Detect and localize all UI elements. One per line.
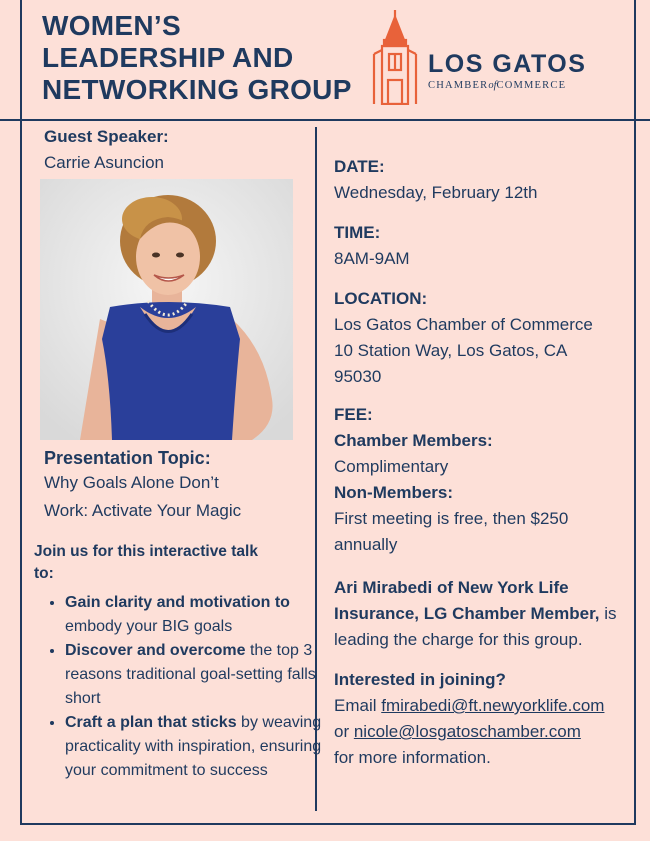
guest-speaker-label: Guest Speaker: — [44, 127, 169, 146]
date-label: DATE: — [334, 157, 385, 176]
logo-subtitle: CHAMBERofCOMMERCE — [428, 80, 567, 91]
nonmembers-fee-line: annually — [334, 535, 398, 554]
nonmembers-label: Non-Members: — [334, 483, 454, 502]
presentation-topic-line: Why Goals Alone Don’t — [44, 473, 219, 492]
bell-tower-icon — [370, 10, 420, 105]
join-intro — [34, 541, 304, 585]
contact-label: Interested in joining? — [334, 670, 506, 689]
location-line: 10 Station Way, Los Gatos, CA — [334, 341, 568, 360]
email-link-fmirabedi[interactable]: fmirabedi@ft.newyorklife.com — [381, 696, 605, 715]
contact-block — [334, 667, 604, 771]
fee-block — [334, 402, 568, 558]
fee-label: FEE: — [334, 405, 373, 424]
email-link-nicole[interactable]: nicole@losgatoschamber.com — [353, 722, 581, 741]
location-block — [334, 286, 593, 390]
list-item: • Gain clarity and motivation to embody your BIG goals — [65, 591, 327, 639]
title-line: NETWORKING GROUP — [42, 74, 352, 105]
title-line: WOMEN’S — [42, 10, 181, 41]
guest-speaker-name: Carrie Asuncion — [44, 153, 165, 172]
members-label: Chamber Members: — [334, 431, 493, 450]
members-fee: Complimentary — [334, 457, 449, 476]
page-title — [42, 10, 352, 106]
los-gatos-chamber-logo — [370, 10, 595, 105]
leader-block — [334, 575, 616, 653]
time-value: 8AM-9AM — [334, 249, 410, 268]
title-line: LEADERSHIP AND — [42, 42, 294, 73]
contact-email-line: Email fmirabedi@ft.newyorklife.com — [334, 696, 605, 715]
leader-line: Ari Mirabedi of New York Life — [334, 578, 569, 597]
list-item: • Discover and overcome the top 3 reasons traditional goal-setting falls short — [65, 639, 327, 711]
join-intro-line: Join us for this interactive talk — [34, 543, 258, 560]
leader-line: leading the charge for this group. — [334, 630, 583, 649]
time-block — [334, 220, 410, 272]
nonmembers-fee-line: First meeting is free, then $250 — [334, 509, 569, 528]
date-value: Wednesday, February 12th — [334, 183, 538, 202]
location-label: LOCATION: — [334, 289, 428, 308]
contact-closing: for more information. — [334, 748, 491, 767]
talk-points-list — [40, 591, 327, 783]
list-item: • Craft a plan that sticks by weaving practicality with inspiration, ensuring your commitment to success — [65, 711, 327, 783]
event-details — [334, 154, 538, 206]
presentation-topic-label: Presentation Topic: — [44, 448, 211, 468]
join-intro-line: to: — [34, 565, 54, 582]
contact-email-line: or nicole@losgatoschamber.com — [334, 722, 581, 741]
time-label: TIME: — [334, 223, 381, 242]
location-line: Los Gatos Chamber of Commerce — [334, 315, 593, 334]
presentation-topic-line: Work: Activate Your Magic — [44, 501, 242, 520]
logo-name: LOS GATOS — [428, 50, 587, 78]
location-line: 95030 — [334, 367, 382, 386]
leader-line: Insurance, LG Chamber Member, is — [334, 604, 617, 623]
speaker-portrait — [40, 179, 293, 440]
